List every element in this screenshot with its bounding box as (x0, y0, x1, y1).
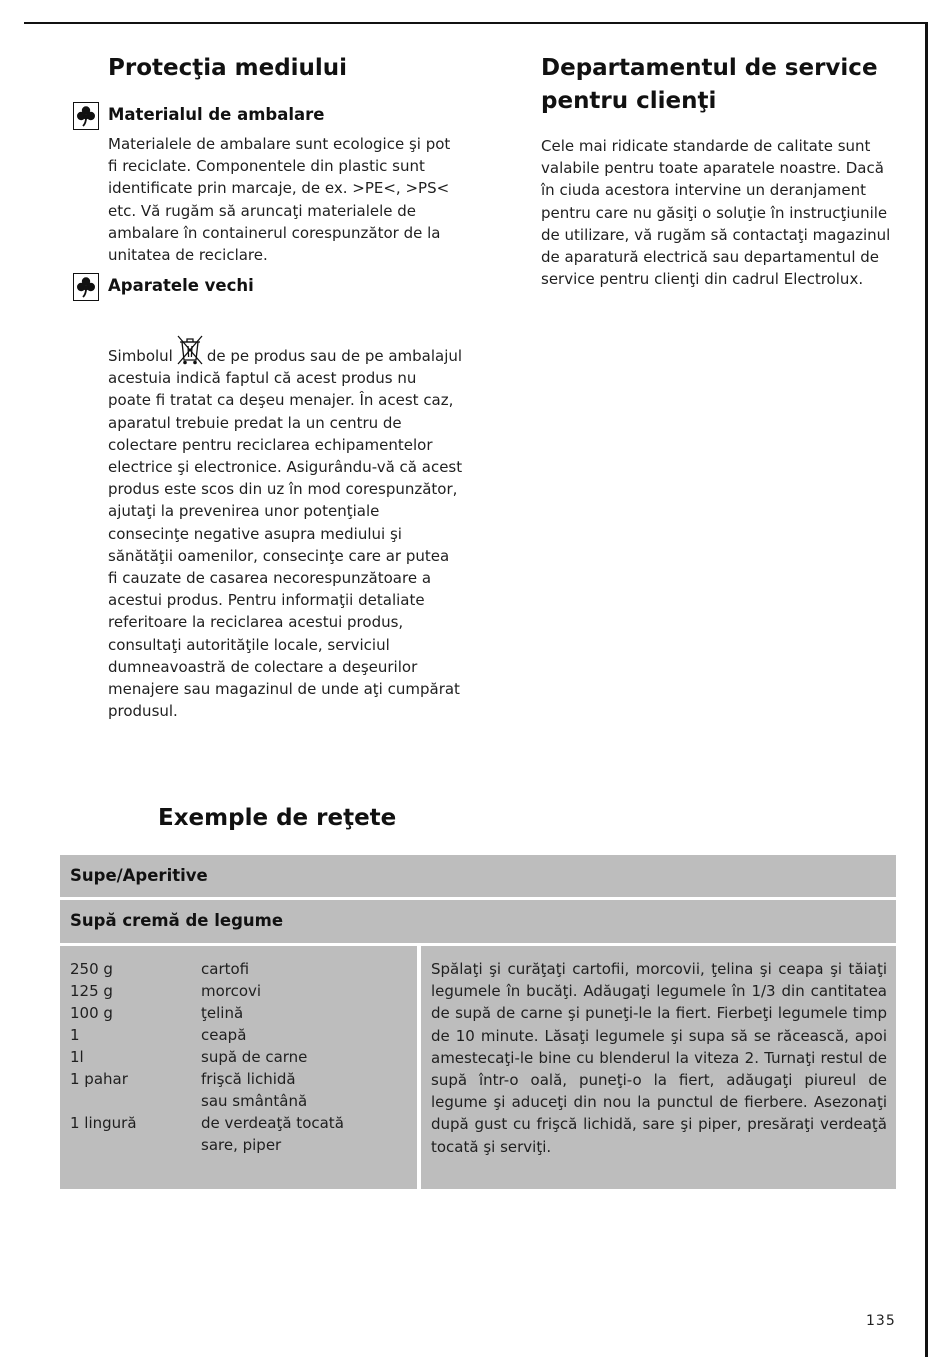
ingredient-quantity: 1 pahar (70, 1070, 128, 1088)
recipe-instructions: Spălaţi şi curăţaţi cartofii, morcovii, ţelina şi ceapa şi tăiaţi legumele în bucăţi. Adăugaţi legumele în 1/3 din cantitatea de supă de carne şi puneţi-le la fiert. Fierbeţi legumele timp de 10 minute. Lăsaţi legumele şi supa să se răcească, apoi amestecaţi-le bine cu blenderul la viteza 2. Turnaţi restul de supă într-o oală, puneţi-o la fiert, adăugaţi piureul de legume şi aduceţi din nou la punctul de fierbere. Asezonaţi după gust cu frişcă lichidă, sare şi piper, presăraţi verdeaţă tocată şi serviţi. (431, 960, 887, 1156)
old-appliances-subheading: Aparatele vechi (108, 276, 254, 295)
old-appliances-paragraph (108, 333, 463, 722)
packaging-paragraph (108, 133, 463, 266)
right-border-rule (925, 22, 928, 1357)
recipe-category-band (60, 855, 896, 897)
symbol-lead-text: Simbolul (108, 347, 173, 365)
clover-leaf-icon (73, 273, 99, 301)
ingredient-quantity: 1 (70, 1026, 80, 1044)
service-paragraph (541, 135, 893, 290)
clover-leaf-icon (73, 102, 99, 130)
ingredient-name: de verdeaţă tocată (201, 1114, 344, 1132)
ingredient-name: sau smântână (201, 1092, 308, 1110)
old-appliances-text (108, 333, 463, 722)
environment-heading: Protecţia mediului (108, 55, 348, 81)
service-text: Cele mai ridicate standarde de calitate sunt valabile pentru toate aparatele noastre. Dacă în ciuda acestora intervine un deranjament pentru care nu găsiţi o soluţie în instrucţiunile de utilizare, vă rugăm să contactaţi magazinul de aparatură electrică sau departamentul de service pentru clienţi din cadrul Electrolux. (541, 137, 891, 289)
ingredient-name: ceapă (201, 1026, 247, 1044)
service-heading (541, 52, 878, 118)
recipe-category: Supe/Aperitive (70, 866, 208, 885)
ingredient-quantity: 125 g (70, 982, 113, 1000)
symbol-body-text: de pe produs sau de pe ambalajul acestuia indică faptul că acest produs nu poate fi tratat ca deşeu menajer. În acest caz, aparatul trebuie predat la un centru de colectare pentru reciclarea echipamentelor electrice şi electronice. Asigurându-vă că acest produs este scos din uz în mod corespunzător, ajutaţi la prevenirea unor potenţiale consecinţe negative asupra mediului şi sănătăţii oamenilor, consecinţe care ar putea fi cauzate de casarea necorespunzătoare a acestui produs. Pentru informaţii detaliate referitoare la reciclarea acestui produs, consultaţi autorităţile locale, serviciul dumneavoastră de colectare a deşeurilor menajere sau magazinul de unde aţi cumpărat produsul. (108, 347, 463, 721)
ingredient-quantity: 250 g (70, 960, 113, 978)
ingredient-quantity: 1l (70, 1048, 84, 1066)
recipes-heading: Exemple de reţete (158, 805, 397, 831)
recipe-title-band (60, 900, 896, 943)
ingredient-quantity: 1 lingură (70, 1114, 137, 1132)
ingredients-panel (60, 946, 417, 1189)
service-heading-line2: pentru clienţi (541, 88, 717, 114)
packaging-subheading: Materialul de ambalare (108, 105, 325, 124)
ingredient-name: cartofi (201, 960, 250, 978)
ingredient-quantity: 100 g (70, 1004, 113, 1022)
ingredient-name: supă de carne (201, 1048, 308, 1066)
instructions-panel (421, 946, 896, 1189)
ingredient-name: morcovi (201, 982, 262, 1000)
ingredient-name: sare, piper (201, 1136, 282, 1154)
ingredient-name: frişcă lichidă (201, 1070, 296, 1088)
packaging-text: Materialele de ambalare sunt ecologice şi pot fi reciclate. Componentele din plastic sunt identificate prin marcaje, de ex. >PE<, >PS< etc. Vă rugăm să aruncaţi materialele de ambalare în containerul corespunzător de la unitatea de reciclare. (108, 135, 451, 265)
page-number: 135 (866, 1313, 896, 1329)
recipe-title: Supă cremă de legume (70, 911, 284, 930)
top-border-rule (24, 22, 927, 24)
ingredient-name: ţelină (201, 1004, 244, 1022)
crossed-out-wheelie-bin-icon (175, 333, 205, 367)
service-heading-line1: Departamentul de service (541, 55, 878, 81)
